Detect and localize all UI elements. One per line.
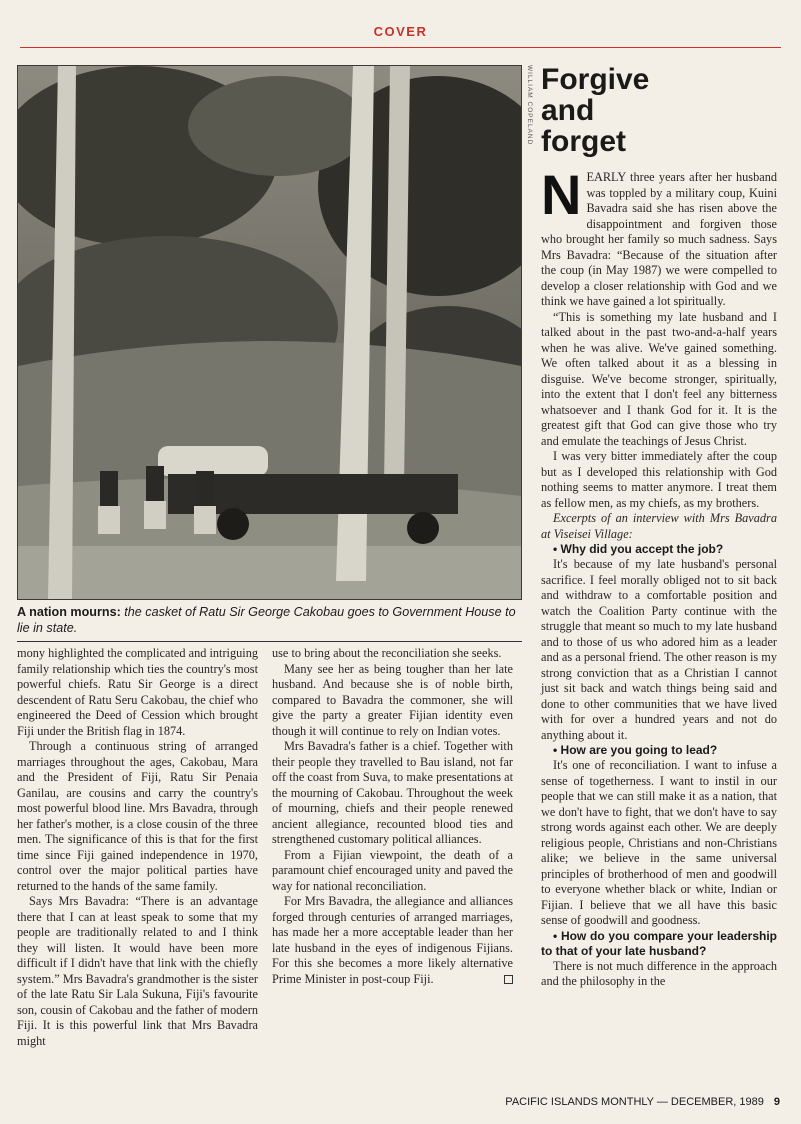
end-of-article-icon — [504, 975, 513, 984]
photo-caption — [17, 604, 522, 636]
photo-illustration — [18, 66, 521, 599]
caption-text: the casket of Ratu Sir George Cakobau goes to Government House to lie in state. — [17, 605, 516, 635]
body-paragraph: use to bring about the reconciliation she seeks. — [272, 646, 502, 660]
body-paragraph: mony highlighted the complicated and intriguing family relationship which ties the country's most powerful chiefs. Ratu Sir George is a direct descendent of Ratu Seru Cakobau, the chief who engineered the Deed of Cession which brought Fiji under the British flag in 1874. — [17, 646, 258, 738]
page-footer — [420, 1096, 780, 1108]
photo-credit: WILLIAM COPELAND — [526, 65, 533, 146]
body-paragraph — [272, 894, 513, 987]
body-paragraph: From a Fijian viewpoint, the death of a paramount chief encouraged unity and paved the way for national reconciliation. — [272, 847, 513, 893]
cover-photo — [17, 65, 522, 600]
interview-question: • How are you going to lead? — [553, 743, 718, 757]
headline-line: Forgive — [541, 63, 650, 96]
caption-lead: A nation mourns: — [17, 605, 121, 619]
body-paragraph: “This is something my late husband and I talked about in the past two-and-a-half years when he was alive. We've gained something. We often talked about it as a blessing in disguise. We've become stronger, spiritually, into the extent that I don't feel any bitterness whatsoever and I thank God for it. It is the greatest gift that God can give those who try and emulate the teachings of Jesus Christ. — [541, 309, 777, 448]
section-divider — [20, 47, 781, 48]
body-paragraph: Many see her as being tougher than her late husband. And because she is of noble birth, compared to Bavadra the commoner, she will give the party a greater Fijian identity even though it will continue to rely on Indian votes. — [272, 661, 513, 738]
headline-line: forget — [541, 125, 626, 158]
interview-answer: It's one of reconciliation. I want to infuse a sense of togetherness. I want to instil in our people that we can still make it as a nation, that we don't have to fight, that we don't have to say strong words against each other. We are deeply religious people, Christians and non-Christians alike; we believe in the same universal principles of brotherhood of men and goodwill to everyone whether black or white, Indian or Fijian. I believe that we all have this basic sense of goodwill and goodness. — [541, 758, 777, 927]
body-paragraph: Says Mrs Bavadra: “There is an advantage there that I can at least speak to some that my people are traditionally related to and I think they will listen. It would have been more difficult if I didn't have that link with the chiefly system.” Mrs Bavadra's grandmother is the sister of the late Ratu Sir Lala Sukuna, Fiji's favourite son, cousin of Cakobau and the father of modern Fiji. It is this powerful link that Mrs Bavadra might — [17, 894, 258, 1048]
article-headline — [541, 64, 781, 157]
caption-divider — [17, 641, 522, 642]
body-paragraph: Mrs Bavadra's father is a chief. Together with their people they travelled to Bau island, not far off the coast from Suva, to make presentations at the mourning of Cakobau. Throughout the week of mourning, chiefs and their people renewed ancient allegiance, recounted blood ties and strengthened customary political alliances. — [272, 739, 513, 846]
intro-paragraph — [541, 163, 777, 310]
interview-question: • How do you compare your leadership to that of your late husband? — [541, 928, 777, 958]
body-paragraph: Through a continuous string of arranged marriages throughout the ages, Cakobau, Mara and the President of Fiji, Ratu Sir Penaia Ganilau, are cousins and carry the country's most powerful blood line. Mrs Bavadra, through her father's mother, is a close cousin of the three men. The significance of this is that for the first time since Fiji gained independence in 1970, control over the major political parties have returned to the hands of the same family. — [17, 739, 258, 893]
left-column — [17, 646, 258, 1049]
publication-line: PACIFIC ISLANDS MONTHLY — DECEMBER, 1989 — [505, 1096, 764, 1108]
body-paragraph: I was very bitter immediately after the coup but as I developed this relationship with God nothing seems to matter anymore. I treat them as fellow men, as my chiefs, as my brothers. — [541, 449, 777, 510]
closing-text: For Mrs Bavadra, the allegiance and alliances forged through centuries of arranged marriages, has made her a more acceptable leader than her late husband in the eyes of indigenous Fijians. For this she becomes a more likely alternative Prime Minister in post-coup Fiji. — [272, 894, 513, 986]
section-label: COVER — [373, 24, 428, 39]
middle-column — [272, 646, 513, 987]
drop-cap: N — [541, 163, 582, 226]
page-number: 9 — [773, 1096, 780, 1108]
interview-answer: There is not much difference in the approach and the philosophy in the — [541, 958, 777, 988]
interview-question: • Why did you accept the job? — [553, 542, 724, 556]
headline-line: and — [541, 94, 595, 127]
excerpt-note: Excerpts of an interview with Mrs Bavadra at Viseisei Village: — [541, 511, 777, 541]
interview-answer: It's because of my late husband's personal sacrifice. I feel morally obliged not to sit back and withdraw to a comfortable position and watch the Coalition Party continue with the struggle that meant so much to my late husband and to those of us who adored him as a leader and as a personal friend. The other reason is my strong conviction that as a Christian I cannot just sit back and watch things being said and done to other communities that we have lived with for over a hundred years and not do anything about it. — [541, 557, 777, 742]
right-column — [541, 163, 777, 990]
intro-text: EARLY three years after her husband was toppled by a military coup, Kuini Bavadra said she has risen above the disappointment and forgiven those who brought her family so much sadness. Says Mrs Bavadra: “Because of the situation after the coup (in May 1987) we were compelled to develop a closer relationship with God and we think we have gained a lot spiritually. — [541, 170, 777, 308]
